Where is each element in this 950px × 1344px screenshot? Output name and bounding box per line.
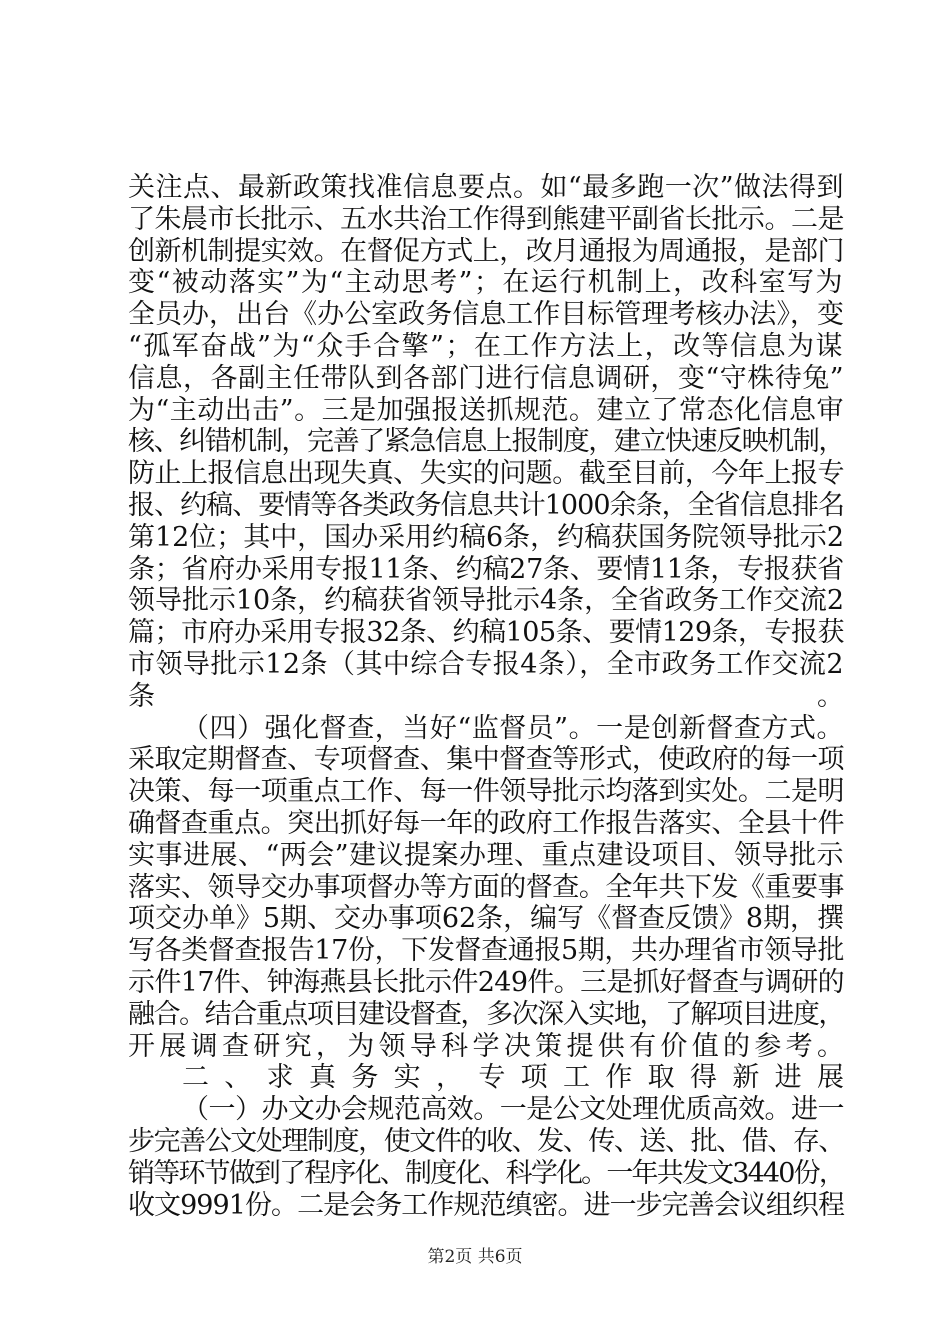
- text-line: 市领导批示12条（其中综合专报4条），全市政务工作交流2: [128, 648, 844, 680]
- text-line: 落实、领导交办事项督办等方面的督查。全年共下发《重要事: [128, 871, 844, 903]
- text-line: 为“主动出击”。三是加强报送抓规范。建立了常态化信息审: [128, 394, 844, 426]
- text-line: 核、纠错机制，完善了紧急信息上报制度，建立快速反映机制，: [128, 426, 844, 458]
- text-line: （一）办文办会规范高效。一是公文处理优质高效。进一: [182, 1094, 844, 1126]
- text-line: 收文9991份。二是会务工作规范缜密。进一步完善会议组织程: [128, 1189, 844, 1221]
- text-line: 变“被动落实”为“主动思考”；在运行机制上，改科室写为: [128, 267, 844, 299]
- paragraph-supervision: [128, 713, 844, 1063]
- text-line: 了朱晨市长批示、五水共治工作得到熊建平副省长批示。二是: [128, 203, 844, 235]
- text-line: 条。: [128, 680, 844, 712]
- text-line: “孤军奋战”为“众手合擎”；在工作方法上，改等信息为谋: [128, 330, 844, 362]
- text-line: （四）强化督查，当好“监督员”。一是创新督查方式。: [182, 712, 844, 744]
- text-line: 第12位；其中，国办采用约稿6条，约稿获国务院领导批示2: [128, 521, 844, 553]
- paragraph-documents-meetings: [128, 1094, 844, 1221]
- text-line: 写各类督查报告17份，下发督查通报5期，共办理省市领导批: [128, 935, 844, 967]
- text-line: 开展调查研究，为领导科学决策提供有价值的参考。: [128, 1030, 844, 1062]
- text-line: 条；省府办采用专报11条、约稿27条、要情11条，专报获省: [128, 553, 844, 585]
- text-line: 防止上报信息出现失真、失实的问题。截至目前，今年上报专: [128, 458, 844, 490]
- paragraph-info-work: [128, 172, 844, 713]
- text-line: 采取定期督查、专项督查、集中督查等形式，使政府的每一项: [128, 744, 844, 776]
- text-line: 步完善公文处理制度，使文件的收、发、传、送、批、借、存、: [128, 1125, 844, 1157]
- text-line: 信息，各副主任带队到各部门进行信息调研，变“守株待兔”: [128, 362, 844, 394]
- text-line: 决策、每一项重点工作、每一件领导批示均落到实处。二是明: [128, 776, 844, 808]
- document-body: [128, 172, 844, 1221]
- text-line: 二、求真务实，专项工作取得新进展: [182, 1062, 844, 1094]
- text-line: 全员办，出台《办公室政务信息工作目标管理考核办法》，变: [128, 299, 844, 331]
- text-line: 篇；市府办采用专报32条、约稿105条、要情129条，专报获: [128, 617, 844, 649]
- text-line: 确督查重点。突出抓好每一年的政府工作报告落实、全县十件: [128, 807, 844, 839]
- text-line: 销等环节做到了程序化、制度化、科学化。一年共发文3440份，: [128, 1157, 844, 1189]
- text-line: 融合。结合重点项目建设督查，多次深入实地，了解项目进度，: [128, 998, 844, 1030]
- text-line: 实事进展、“两会”建议提案办理、重点建设项目、领导批示: [128, 839, 844, 871]
- text-line: 创新机制提实效。在督促方式上，改月通报为周通报，是部门: [128, 235, 844, 267]
- text-line: 关注点、最新政策找准信息要点。如“最多跑一次”做法得到: [128, 172, 844, 203]
- section-heading: [128, 1062, 844, 1094]
- text-line: 报、约稿、要情等各类政务信息共计1000余条，全省信息排名: [128, 489, 844, 521]
- text-line: 项交办单》5期、交办事项62条，编写《督查反馈》8期，撰: [128, 903, 844, 935]
- text-line: 领导批示10条，约稿获省领导批示4条，全省政务工作交流2: [128, 585, 844, 617]
- page-footer: 第2页 共6页: [427, 1247, 523, 1267]
- text-line: 示件17件、钟海燕县长批示件249件。三是抓好督查与调研的: [128, 966, 844, 998]
